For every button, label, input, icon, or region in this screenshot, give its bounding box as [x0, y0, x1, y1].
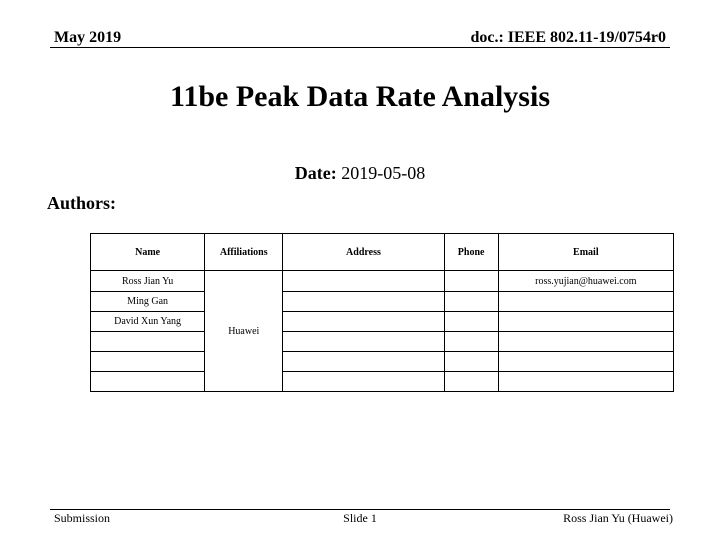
header-doc-id: doc.: IEEE 802.11-19/0754r0	[470, 29, 666, 46]
table-row	[91, 312, 674, 332]
cell-phone	[444, 372, 498, 392]
header-date: May 2019	[54, 29, 122, 46]
cell-address	[283, 312, 444, 332]
cell-address	[283, 332, 444, 352]
table-row	[91, 332, 674, 352]
table-row	[91, 372, 674, 392]
footer-submission: Submission	[54, 511, 111, 525]
header-name: Name	[91, 234, 205, 271]
slide-title: 11be Peak Data Rate Analysis	[169, 80, 550, 113]
authors-table	[90, 233, 674, 392]
cell-email	[498, 372, 673, 392]
cell-name: David Xun Yang	[91, 312, 205, 332]
cell-address	[283, 352, 444, 372]
header-phone: Phone	[444, 234, 498, 271]
cell-phone	[444, 271, 498, 292]
cell-name: Ross Jian Yu	[91, 271, 205, 292]
cell-email: ross.yujian@huawei.com	[498, 271, 673, 292]
cell-phone	[444, 352, 498, 372]
table-row	[91, 352, 674, 372]
cell-name	[91, 332, 205, 352]
cell-email	[498, 312, 673, 332]
header-divider	[50, 47, 670, 48]
header-email: Email	[498, 234, 673, 271]
table-row	[91, 292, 674, 312]
footer-divider	[50, 509, 670, 510]
cell-phone	[444, 292, 498, 312]
header-address: Address	[283, 234, 444, 271]
cell-address	[283, 271, 444, 292]
date-value: 2019-05-08	[341, 163, 426, 183]
cell-name	[91, 372, 205, 392]
authors-label: Authors:	[47, 193, 117, 213]
footer-slide-number: Slide 1	[343, 511, 377, 525]
cell-address	[283, 372, 444, 392]
cell-affiliation: Huawei	[205, 271, 283, 392]
cell-name	[91, 352, 205, 372]
table-row	[91, 271, 674, 292]
cell-phone	[444, 312, 498, 332]
cell-email	[498, 352, 673, 372]
cell-address	[283, 292, 444, 312]
cell-name: Ming Gan	[91, 292, 205, 312]
header-affiliations: Affiliations	[205, 234, 283, 271]
table-header-row	[91, 234, 674, 271]
cell-email	[498, 292, 673, 312]
date-line	[0, 163, 720, 184]
cell-email	[498, 332, 673, 352]
date-label: Date:	[294, 163, 337, 183]
cell-phone	[444, 332, 498, 352]
footer-author: Ross Jian Yu (Huawei)	[563, 511, 673, 525]
